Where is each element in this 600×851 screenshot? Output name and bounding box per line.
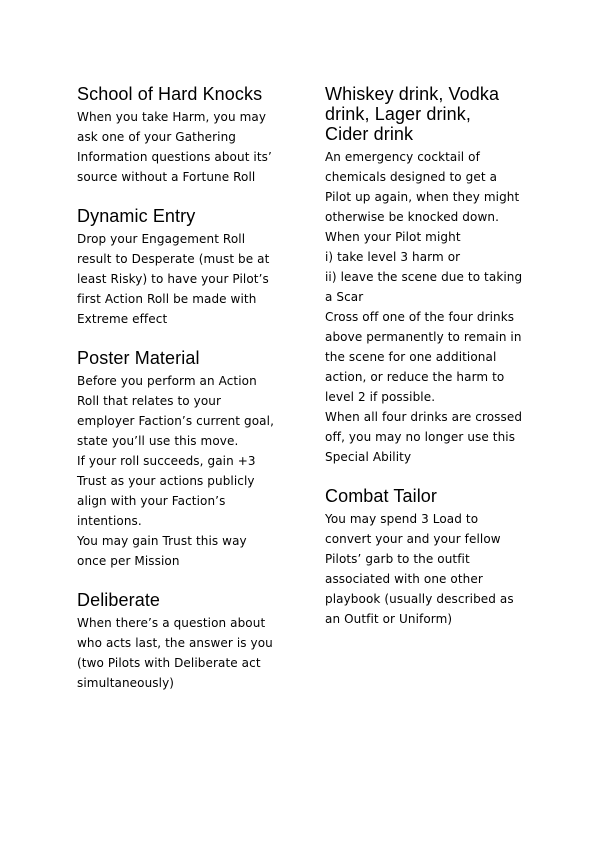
ability-title: School of Hard Knocks [77,84,263,104]
right-column [325,84,545,648]
ability-description [77,371,287,571]
ability-school-of-hard-knocks [77,84,287,187]
ability-text: You may spend 3 Load to convert your and your fellow Pilots’ garb to the outfit associated with one other playbook (usually described as an Outfit or Uniform) [325,512,514,626]
ability-combat-tailor [325,486,545,629]
ability-text: When you take Harm, you may ask one of your Gathering Information questions about its’ source without a Fortune Roll [77,110,272,184]
ability-poster-material [77,348,287,571]
ability-description [325,147,545,467]
ability-description [77,107,287,187]
ability-text: When your Pilot might [325,230,461,244]
ability-title: Deliberate [77,590,161,610]
ability-text: You may gain Trust this way once per Mission [77,534,247,568]
ability-title: Whiskey drink, Vodka drink, Lager drink, Cider drink [325,84,500,144]
ability-description [325,509,545,629]
ability-text: Cross off one of the four drinks above permanently to remain in the scene for one additional action, or reduce the harm to level 2 if possible. [325,310,522,404]
ability-description [77,229,287,329]
ability-text: ii) leave the scene due to taking a Scar [325,270,523,304]
ability-text: When all four drinks are crossed off, you may no longer use this Special Ability [325,410,523,464]
ability-text: If your roll succeeds, gain +3 Trust as your actions publicly align with your Faction’s intentions. [77,454,256,528]
ability-text: An emergency cocktail of chemicals designed to get a Pilot up again, when they might otherwise be knocked down. [325,150,520,224]
ability-dynamic-entry [77,206,287,329]
ability-text: Before you perform an Action Roll that relates to your employer Faction’s current goal, state you’ll use this move. [77,374,274,448]
ability-title: Dynamic Entry [77,206,196,226]
ability-text: i) take level 3 harm or [325,250,461,264]
ability-description [77,613,287,693]
ability-text: Drop your Engagement Roll result to Desperate (must be at least Risky) to have your Pilot’s first Action Roll be made with Extreme effect [77,232,270,326]
ability-deliberate [77,590,287,693]
left-column [77,84,287,712]
ability-title: Poster Material [77,348,200,368]
ability-title: Combat Tailor [325,486,438,506]
ability-drinks [325,84,545,467]
ability-text: When there’s a question about who acts last, the answer is you (two Pilots with Deliberate act simultaneously) [77,616,273,690]
